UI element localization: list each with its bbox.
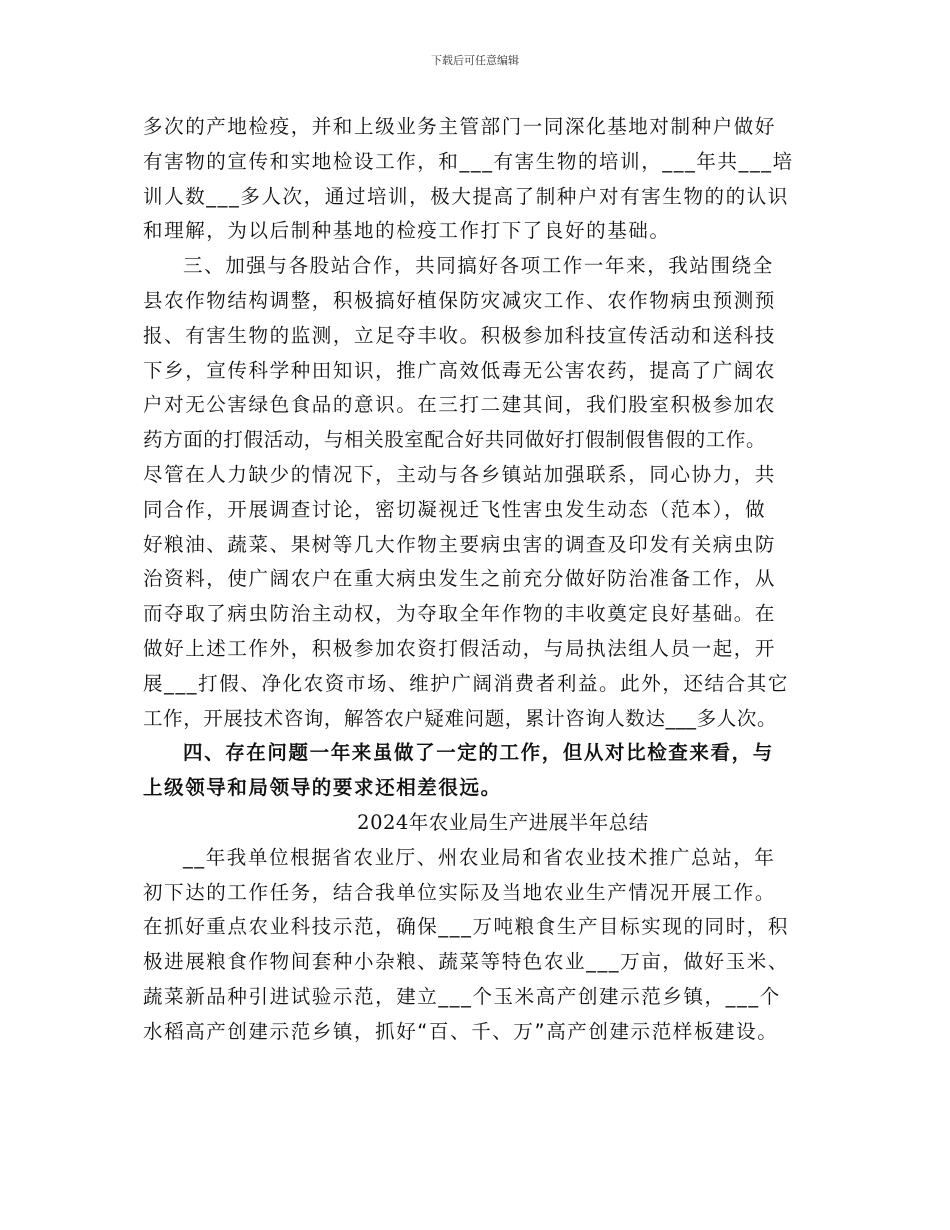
text-line: 做好上述工作外，积极参加农资打假活动，与局执法组人员一起，开 <box>143 636 777 660</box>
text-line: 多次的产地检疫，并和上级业务主管部门一同深化基地对制种户做好 <box>143 115 777 138</box>
text-line: 药方面的打假活动，与相关股室配合好共同做好打假制假售假的工作。 <box>143 428 767 452</box>
text-line: 而夺取了病虫防治主动权，为夺取全年作物的丰收奠定良好基础。在 <box>143 602 777 626</box>
page-header: 下载后可任意编辑 <box>431 54 519 67</box>
text-line: 训人数___多人次，通过培训，极大提高了制种户对有害生物的的认识 <box>143 184 789 208</box>
text-line: 和理解，为以后制种基地的检疫工作打下了良好的基础。 <box>143 219 671 243</box>
text-line: 治资料，使广阔农户在重大病虫发生之前充分做好防治准备工作，从 <box>143 567 777 591</box>
text-line: 蔬菜新品种引进试验示范，建立___个玉米高产创建示范乡镇，___个 <box>143 984 781 1008</box>
text-line: 极进展粮食作物间套种小杂粮、蔬菜等特色农业___万亩，做好玉米、 <box>143 950 789 974</box>
text-line: 好粮油、蔬菜、果树等几大作物主要病虫害的调查及印发有关病虫防 <box>143 532 777 556</box>
text-line: 展___打假、净化农资市场、维护广阔消费者利益。此外，还结合其它 <box>143 671 789 695</box>
text-line: 报、有害生物的监测，立足夺丰收。积极参加科技宣传活动和送科技 <box>143 323 777 347</box>
section-four-text-line: 上级领导和局领导的要求还相差很远。 <box>143 776 502 800</box>
section-four-heading-line: 四、存在问题一年来虽做了一定的工作，但从对比检查来看，与 <box>183 741 774 765</box>
section-three-heading-line: 三、加强与各股站合作，共同搞好各项工作一年来，我站围绕全 <box>183 254 774 278</box>
text-line: __年我单位根据省农业厅、州农业局和省农业技术推广总站，年 <box>183 845 776 869</box>
text-line: 县农作物结构调整，积极搞好植保防灾减灾工作、农作物病虫预测预 <box>143 288 777 312</box>
text-line: 户对无公害绿色食品的意识。在三打二建其间，我们股室积极参加农 <box>143 393 777 417</box>
text-line: 水稻高产创建示范乡镇，抓好“百、千、万”高产创建示范样板建设。 <box>143 1019 779 1043</box>
document-title: 2024年农业局生产进展半年总结 <box>357 810 649 834</box>
text-line: 有害物的宣传和实地检设工作，和___有害生物的培训，___年共___培 <box>143 149 794 173</box>
text-line: 工作，开展技术咨询，解答农户疑难问题，累计咨询人数达___多人次。 <box>143 706 778 730</box>
text-line: 下乡，宣传科学种田知识，推广高效低毒无公害农药，提高了广阔农 <box>143 358 777 382</box>
text-line: 尽管在人力缺少的情况下，主动与各乡镇站加强联系，同心协力，共 <box>143 462 777 486</box>
text-line: 在抓好重点农业科技示范，确保___万吨粮食生产目标实现的同时，积 <box>143 915 789 939</box>
text-line: 初下达的工作任务，结合我单位实际及当地农业生产情况开展工作。 <box>143 880 777 904</box>
document-body <box>143 110 823 1050</box>
text-line: 同合作，开展调查讨论，密切凝视迁飞性害虫发生动态（范本），做 <box>143 497 767 521</box>
